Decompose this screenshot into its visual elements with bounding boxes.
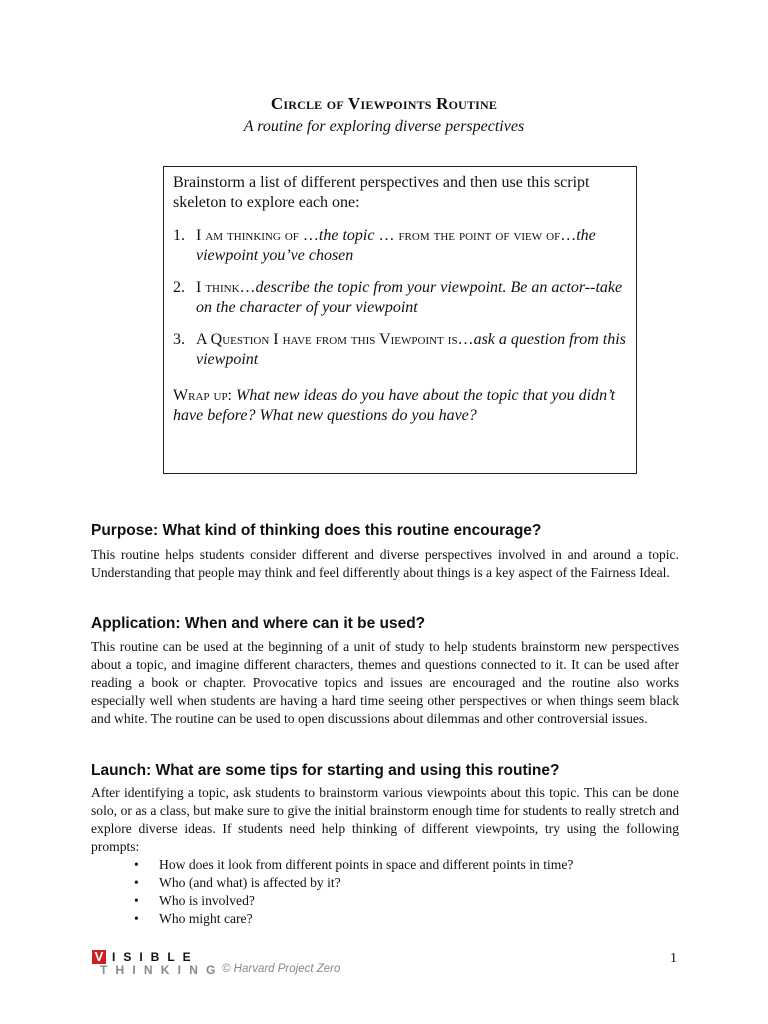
visible-thinking-logo — [92, 950, 222, 978]
launch-heading: Launch: What are some tips for starting and using this routine? — [91, 762, 560, 779]
step-number: 1. — [173, 227, 185, 244]
purpose-body: This routine helps students consider different and diverse perspectives involved in and around a topic. Understanding that people may think and feel differently about things is a key aspect of the Fairness Ideal. — [91, 547, 679, 580]
step-lead: A Question I have from this Viewpoint is… — [196, 331, 474, 348]
page-subtitle: A routine for exploring diverse perspectives — [243, 118, 525, 135]
box-intro: Brainstorm a list of different perspectives and then use this script skeleton to explore each one: — [173, 174, 590, 211]
wrap-up-label: Wrap up: — [173, 387, 233, 404]
logo-v-badge: V — [92, 950, 106, 964]
application-heading: Application: When and where can it be used? — [91, 615, 426, 632]
list-item: • Who is involved? — [134, 892, 573, 910]
list-item: • How does it look from different points in space and different points in time? — [134, 856, 573, 874]
script-step-1 — [173, 226, 626, 266]
step-lead: I think… — [196, 279, 256, 296]
application-body: This routine can be used at the beginning of a unit of study to help students brainstorm new perspectives about a topic, and imagine different characters, themes and questions connected to it. It can be used after reading a book or chapter. Provocative topics and issues are encouraged and the routine also works especially well when students are having a hard time seeing other perspectives or when things seem black and white. The routine can be used to open discussions about dilemmas and other controversial issues. — [91, 639, 679, 726]
list-item: • Who might care? — [134, 910, 573, 928]
launch-body: After identifying a topic, ask students to brainstorm various viewpoints about this topic. This can be done solo, or as a class, but make sure to give the initial brainstorm enough time for students to really stretch and explore diverse ideas. If students need help thinking of different viewpoints, try using the following prompts: — [91, 785, 679, 854]
wrap-up — [173, 386, 626, 426]
list-item: • Who (and what) is affected by it? — [134, 874, 573, 892]
script-step-3 — [173, 330, 626, 370]
step-italic-2: the viewpoint you’ve chosen — [196, 227, 596, 264]
step-number: 3. — [173, 331, 185, 348]
step-mid: … from the point of view of… — [374, 227, 577, 244]
copyright-text: © Harvard Project Zero — [222, 963, 341, 975]
script-step-2 — [173, 278, 626, 318]
step-italic: describe the topic from your viewpoint. Be an actor--take on the character of your viewpoint — [196, 279, 623, 316]
wrap-up-text: What new ideas do you have about the topic that you didn’t have before? What new questions do you have? — [173, 387, 616, 424]
page-number: 1 — [670, 951, 677, 966]
logo-bottom-word: THINKING — [100, 963, 224, 977]
step-italic: the topic — [318, 227, 375, 244]
page-title: Circle of Viewpoints Routine — [270, 94, 498, 113]
script-skeleton-box — [163, 166, 637, 474]
purpose-heading: Purpose: What kind of thinking does this routine encourage? — [91, 522, 542, 539]
step-number: 2. — [173, 279, 185, 296]
script-steps-list — [173, 226, 626, 370]
logo-top-word: ISIBLE — [112, 950, 199, 964]
launch-prompts-list — [134, 856, 573, 928]
step-lead: I am thinking of … — [196, 227, 319, 244]
step-italic: ask a question from this viewpoint — [196, 331, 626, 368]
